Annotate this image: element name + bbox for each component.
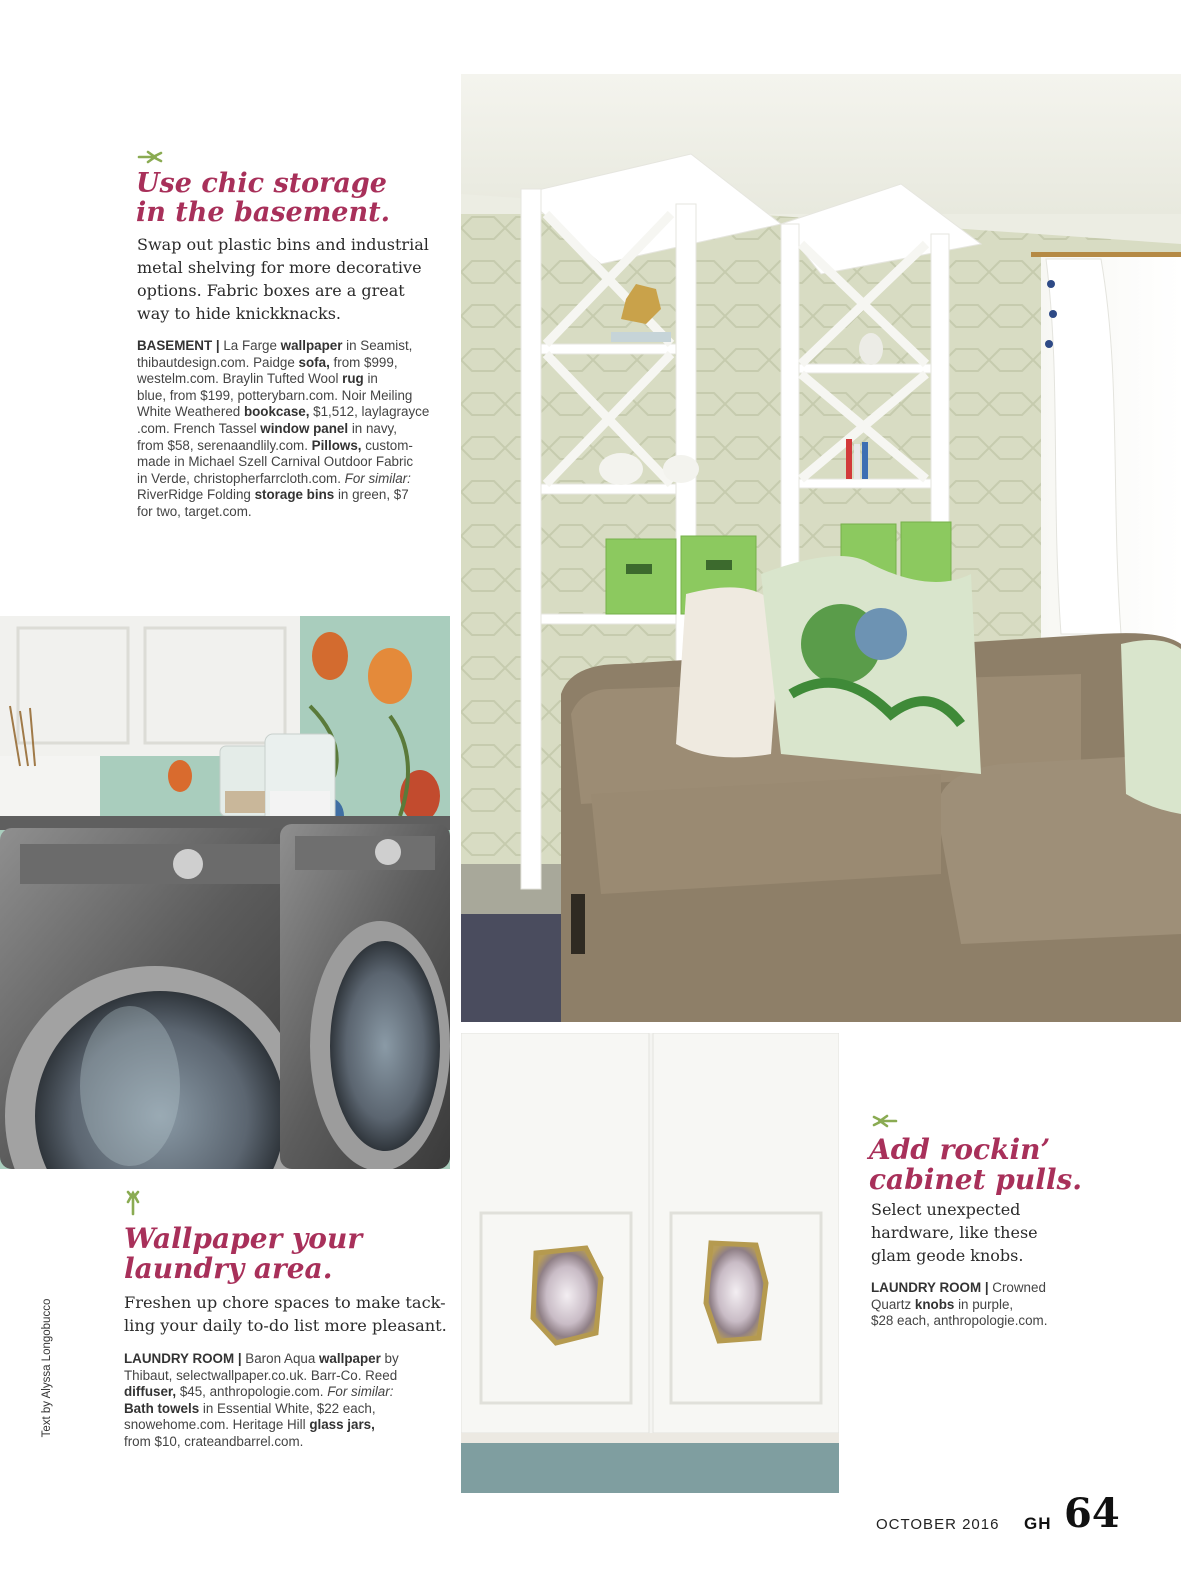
- laundry-lead-line: ling your daily to-do list more pleasant.: [124, 1316, 447, 1335]
- credit-line: [137, 338, 447, 355]
- credit-segment: knobs: [914, 1296, 955, 1312]
- arrow-left-icon: [872, 1114, 898, 1128]
- credit-segment: LAUNDRY ROOM |: [124, 1351, 242, 1366]
- cabinet-lead-line: glam geode knobs.: [871, 1246, 1024, 1265]
- credit-segment: from $10, crateandbarrel.com.: [124, 1433, 304, 1449]
- credit-line: [137, 454, 447, 471]
- credit-segment: for two, target.com.: [137, 503, 252, 519]
- credit-line: [137, 438, 447, 455]
- credit-segment: $28 each, anthropologie.com.: [871, 1313, 1048, 1329]
- credit-segment: westelm.com. Braylin Tufted Wool: [137, 371, 343, 387]
- credit-line: [871, 1313, 1111, 1330]
- credit-line: [137, 388, 447, 405]
- basement-sofa-photo: [461, 74, 1181, 1022]
- credit-segment: wallpaper: [280, 338, 343, 353]
- credit-segment: sofa,: [298, 354, 330, 370]
- laundry-headline-line-1: Wallpaper your: [124, 1222, 363, 1255]
- credit-segment: by: [380, 1351, 399, 1366]
- cabinet-headline-line-2: cabinet pulls.: [869, 1162, 1082, 1196]
- cabinet-headline: [869, 1135, 1082, 1195]
- credit-segment: BASEMENT |: [137, 338, 220, 353]
- cabinet-lead-line: hardware, like these: [871, 1223, 1038, 1242]
- credit-segment: in Essential White, $22 each,: [199, 1400, 376, 1416]
- credit-line: [124, 1434, 444, 1451]
- laundry-room-photo: [0, 616, 450, 1169]
- credit-segment: Baron Aqua: [241, 1351, 320, 1366]
- basement-lead-line: Swap out plastic bins and industrial: [137, 235, 429, 254]
- basement-headline-line-1: Use chic storage: [136, 168, 387, 199]
- credit-segment: storage bins: [254, 487, 335, 503]
- laundry-lead-line: Freshen up chore spaces to make tack-: [124, 1293, 446, 1312]
- issue-date: OCTOBER 2016: [876, 1516, 1000, 1533]
- arrow-up-icon: [125, 1190, 141, 1216]
- laundry-headline-line-2: laundry area.: [124, 1251, 333, 1285]
- cabinet-lead: [871, 1198, 1038, 1267]
- credit-segment: window panel: [260, 420, 349, 436]
- credit-segment: wallpaper: [319, 1351, 381, 1366]
- credit-line: [124, 1417, 444, 1434]
- credit-line: [124, 1351, 444, 1368]
- basement-lead: [137, 233, 429, 325]
- credit-segment: RiverRidge Folding: [137, 487, 255, 503]
- credit-segment: from $58, serenaandlily.com.: [137, 437, 312, 453]
- credit-segment: glass jars,: [309, 1417, 375, 1433]
- credit-line: [124, 1401, 444, 1418]
- credit-line: [137, 487, 447, 504]
- credit-segment: $45, anthropologie.com.: [176, 1384, 328, 1400]
- credit-segment: For similar:: [327, 1384, 394, 1400]
- credit-segment: in green, $7: [334, 487, 409, 503]
- credit-line: [124, 1384, 444, 1401]
- credit-segment: LAUNDRY ROOM |: [871, 1280, 989, 1295]
- credit-segment: $1,512, laylagrayce: [309, 404, 430, 420]
- credit-segment: made in Michael Szell Carnival Outdoor Fabric: [137, 454, 414, 470]
- credit-line: [871, 1297, 1111, 1314]
- credit-segment: in navy,: [348, 420, 397, 436]
- laundry-lead: [124, 1291, 447, 1337]
- byline: Text by Alyssa Longobucco: [41, 1298, 53, 1438]
- credit-segment: blue, from $199, potterybarn.com. Noir Meiling: [137, 387, 413, 403]
- basement-lead-line: way to hide knickknacks.: [137, 304, 341, 323]
- credit-segment: White Weathered: [137, 404, 244, 420]
- credit-segment: For similar:: [344, 470, 411, 486]
- cabinet-lead-line: Select unexpected: [871, 1200, 1021, 1219]
- credit-line: [124, 1368, 444, 1385]
- credit-line: [137, 421, 447, 438]
- cabinet-credits: [871, 1280, 1111, 1330]
- magazine-logo: GH: [1024, 1514, 1052, 1533]
- page-number: 64: [1064, 1490, 1120, 1537]
- credit-segment: Bath towels: [124, 1400, 200, 1416]
- credit-segment: from $999,: [329, 354, 398, 370]
- credit-segment: Quartz: [871, 1296, 915, 1312]
- credit-segment: .com. French Tassel: [137, 420, 261, 436]
- basement-lead-line: options. Fabric boxes are a great: [137, 281, 405, 300]
- credit-segment: Thibaut, selectwallpaper.co.uk. Barr-Co. Reed: [124, 1367, 398, 1383]
- credit-segment: in Seamist,: [342, 338, 413, 353]
- credit-segment: Pillows,: [311, 437, 362, 453]
- basement-credits: [137, 338, 447, 521]
- laundry-headline: [124, 1224, 362, 1284]
- arrow-right-icon: [137, 150, 163, 164]
- credit-segment: snowehome.com. Heritage Hill: [124, 1417, 310, 1433]
- credit-segment: bookcase,: [243, 404, 310, 420]
- laundry-credits: [124, 1351, 444, 1451]
- credit-line: [871, 1280, 1111, 1297]
- credit-segment: La Farge: [219, 338, 281, 353]
- credit-segment: diffuser,: [124, 1384, 177, 1400]
- credit-line: [137, 471, 447, 488]
- credit-segment: in Verde, christopherfarrcloth.com.: [137, 470, 345, 486]
- credit-segment: in purple,: [954, 1296, 1014, 1312]
- cabinet-headline-line-1: Add rockin’: [869, 1133, 1051, 1166]
- credit-line: [137, 404, 447, 421]
- credit-segment: thibautdesign.com. Paidge: [137, 354, 299, 370]
- credit-segment: Crowned: [988, 1280, 1046, 1295]
- basement-headline: [136, 170, 390, 228]
- credit-segment: custom-: [361, 437, 413, 453]
- credit-segment: rug: [342, 371, 364, 387]
- credit-line: [137, 355, 447, 372]
- basement-lead-line: metal shelving for more decorative: [137, 258, 422, 277]
- credit-line: [137, 504, 447, 521]
- credit-segment: in: [363, 371, 378, 387]
- credit-line: [137, 371, 447, 388]
- basement-headline-line-2: in the basement.: [136, 196, 390, 228]
- geode-knobs-photo: [461, 1033, 839, 1493]
